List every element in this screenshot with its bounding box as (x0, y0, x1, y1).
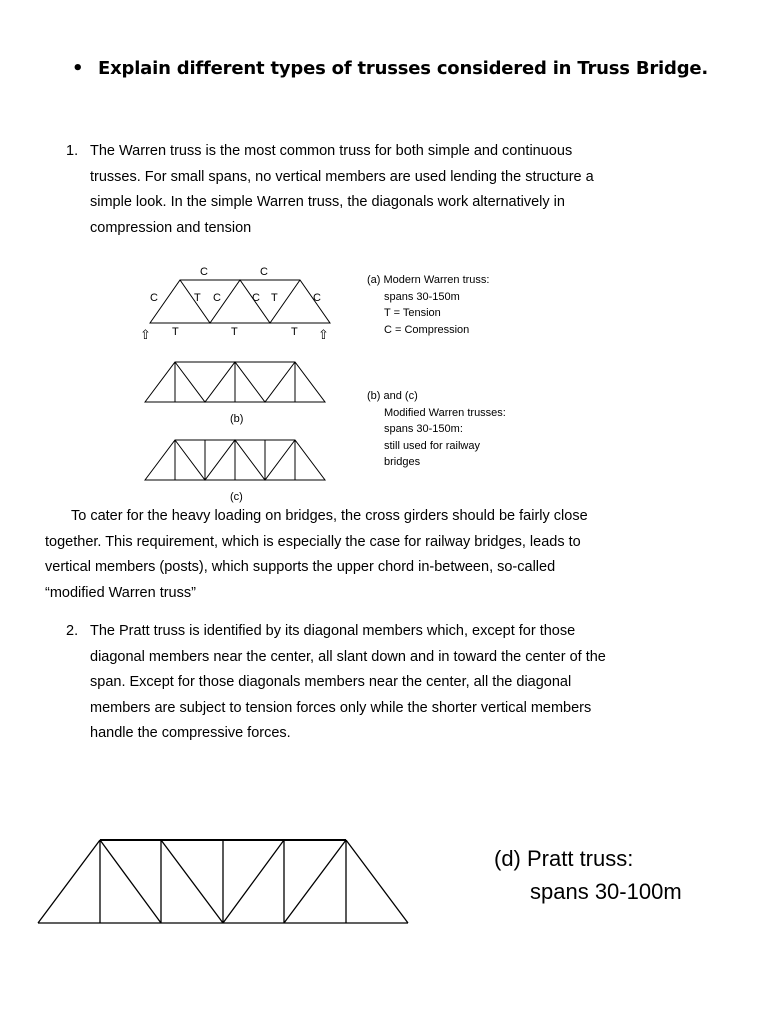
force-label-top-left: C (200, 266, 208, 278)
caption-line: still used for railway (384, 439, 480, 452)
caption-line: (d) Pratt truss: (494, 846, 634, 871)
text-line: The Warren truss is the most common truss for both simple and continuous (90, 143, 573, 159)
caption-line: C = Compression (384, 323, 470, 336)
caption-line: (a) Modern Warren truss: (367, 274, 490, 286)
figure-label-c: (c) (230, 491, 243, 503)
warren-a-truss (150, 280, 330, 323)
force-label-bottom-1: T (172, 326, 179, 338)
heading-text: Explain different types of trusses considered in Truss Bridge. (98, 58, 709, 79)
list-text (90, 619, 686, 747)
force-label-end-left: C (150, 292, 158, 304)
caption-line: (b) and (c) (367, 390, 418, 402)
caption-line: Modified Warren trusses: (384, 406, 506, 419)
list-number: 1. (66, 143, 79, 159)
list-item-warren (66, 139, 686, 241)
warren-b-truss (145, 362, 325, 402)
warren-caption-a (367, 272, 489, 338)
force-label-diag-2: C (213, 292, 221, 304)
caption-line: spans 30-150m: (384, 423, 463, 435)
modified-warren-paragraph (45, 504, 705, 606)
text-line: handle the compressive forces. (90, 725, 291, 741)
support-arrow-right-icon: ⇧ (318, 327, 329, 342)
heading-bullet: • (72, 58, 84, 79)
force-label-diag-4: T (271, 292, 278, 304)
text-line: diagonal members near the center, all slant down and in toward the center of the (90, 648, 606, 665)
text-line: simple look. In the simple Warren truss, the diagonals work alternatively in (90, 194, 565, 210)
text-line: compression and tension (90, 219, 252, 236)
figure-label-b: (b) (230, 413, 244, 425)
list-item-pratt (66, 619, 686, 747)
text-line: vertical members (posts), which supports the upper chord in-between, so-called (45, 559, 556, 575)
caption-line: spans 30-150m (384, 290, 460, 303)
warren-c-truss (145, 440, 325, 480)
text-line: together. This requirement, which is especially the case for railway bridges, leads to (45, 533, 581, 550)
text-line: members are subject to tension forces only while the shorter vertical members (90, 699, 592, 716)
force-label-top-right: C (260, 266, 268, 278)
text-line: span. Except for those diagonals members near the center, all the diagonal (90, 674, 572, 690)
text-span: To cater for the heavy loading on bridges, the cross girders should be fairly close (71, 508, 588, 524)
force-label-end-right: C (313, 292, 321, 304)
text-line (45, 504, 705, 530)
force-label-bottom-2: T (231, 326, 238, 338)
text-line: “modified Warren truss” (45, 584, 196, 601)
force-label-diag-3: C (252, 292, 260, 304)
page-heading (72, 58, 708, 79)
text-line: The Pratt truss is identified by its diagonal members which, except for those (90, 623, 576, 639)
support-arrow-left-icon: ⇧ (140, 327, 151, 342)
pratt-web-members (38, 840, 408, 923)
warren-caption-bc (367, 388, 506, 471)
caption-line: bridges (384, 456, 421, 468)
warren-truss-figure (130, 255, 360, 505)
force-label-bottom-3: T (291, 326, 298, 338)
pratt-caption (494, 842, 682, 908)
pratt-truss-figure (30, 830, 420, 930)
caption-line: T = Tension (384, 307, 441, 319)
list-text (90, 139, 686, 241)
list-number: 2. (66, 623, 79, 639)
caption-line: spans 30-100m (530, 879, 682, 904)
text-line: trusses. For small spans, no vertical members are used lending the structure a (90, 168, 594, 185)
force-label-diag-1: T (194, 292, 201, 304)
